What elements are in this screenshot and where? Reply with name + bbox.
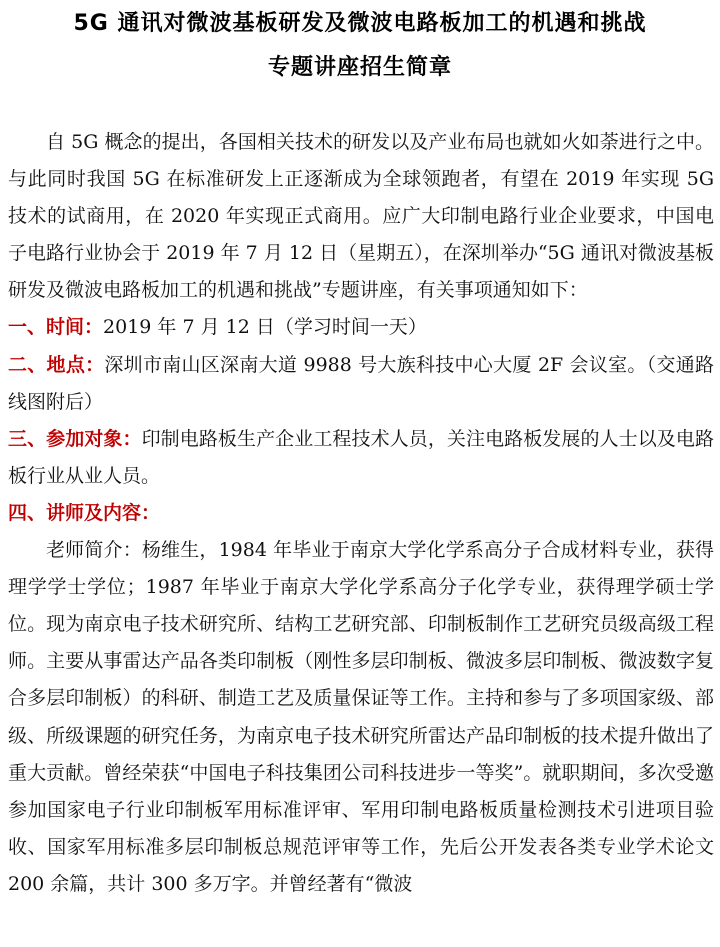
teacher-intro-paragraph: 老师简介：杨维生，1984 年毕业于南京大学化学系高分子合成材料专业，获得理学学士学位；1987 年毕业于南京大学化学系高分子化学专业，获得理学硕士学位。现为南京电子技术研究所、结构工艺研究部、印制板制作工艺研究员级高级工程师。主要从事雷达产品各类印制板（刚性多层印制板、微波多层印制板、微波数字复合多层印制板）的科研、制造工艺及质量保证等工作。主持和参与了多项国家级、部级、所级课题的研究任务，为南京电子技术研究所雷达产品印制板的技术提升做出了重大贡献。曾经荣获“中国电子科技集团公司科技进步一等奖”。就职期间，多次受邀参加国家电子行业印制板军用标准评审、军用印制电路板质量检测技术引进项目验收、国家军用标准多层印制板总规范评审等工作，先后公开发表各类专业学术论文 200 余篇，共计 300 多万字。并曾经著有“微波 <box>8 539 714 895</box>
intro-paragraph: 自 5G 概念的提出，各国相关技术的研发以及产业布局也就如火如荼进行之中。与此同时我国 5G 在标准研发上正逐渐成为全球领跑者，有望在 2019 年实现 5G 技术的试商用，在 2020 年实现正式商用。应广大印制电路行业企业要求，中国电子电路行业协会于 2019 年 7 月 12 日（星期五），在深圳举办“5G 通讯对微波基板研发及微波电路板加工的机遇和挑战”专题讲座，有关事项通知如下： <box>8 131 714 302</box>
section-text: 印制电路板生产企业工程技术人员，关注电路板发展的人士以及电路板行业从业人员。 <box>8 427 714 487</box>
section-location <box>8 347 714 421</box>
section-audience <box>8 421 714 495</box>
section-text: 2019 年 7 月 12 日（学习时间一天） <box>103 316 427 339</box>
document-title-line-1: 5G 通讯对微波基板研发及微波电路板加工的机遇和挑战 <box>73 11 647 36</box>
section-heading: 一、时间： <box>8 316 104 339</box>
section-heading: 二、地点： <box>8 353 105 376</box>
section-heading: 三、参加对象： <box>8 427 142 450</box>
section-lecturer <box>8 495 714 532</box>
document-title-line-2: 专题讲座招生简章 <box>267 55 452 80</box>
section-time <box>8 309 714 346</box>
section-heading: 四、讲师及内容： <box>8 501 161 524</box>
document-body <box>8 124 714 903</box>
section-text: 深圳市南山区深南大道 9988 号大族科技中心大厦 2F 会议室。（交通路线图附后） <box>8 353 714 413</box>
